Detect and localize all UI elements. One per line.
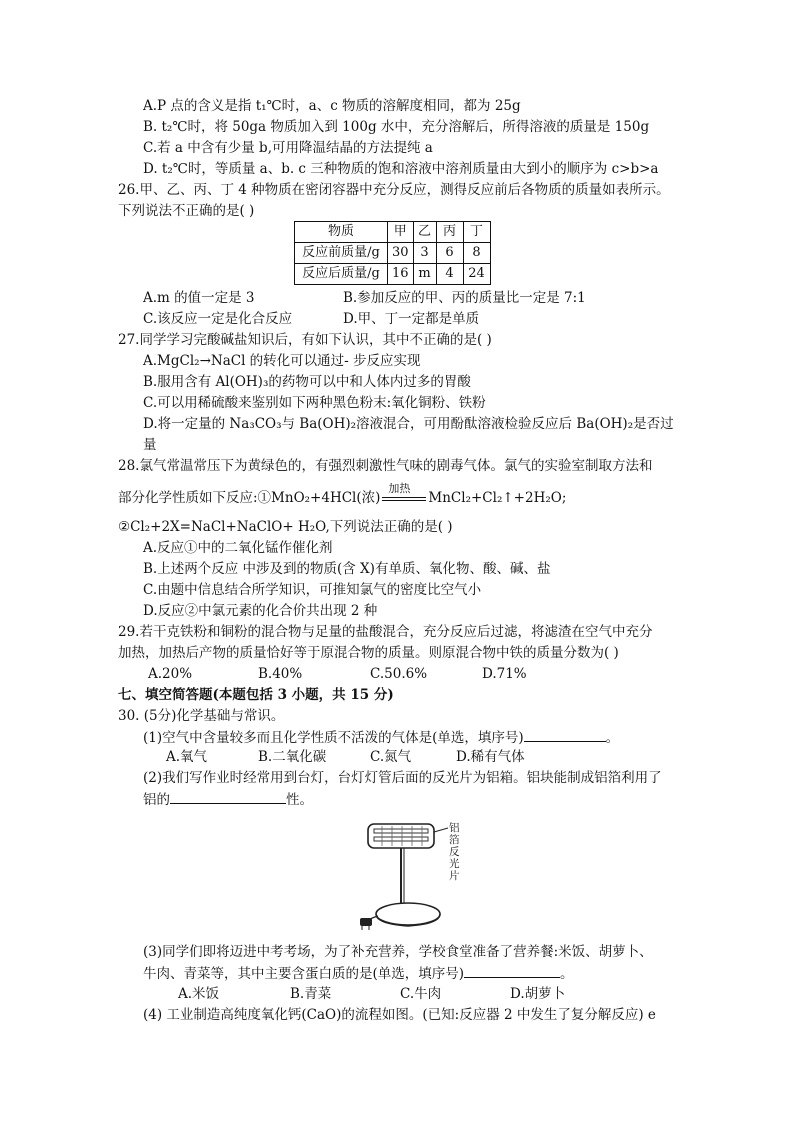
table-cell: 16 bbox=[388, 264, 414, 285]
q28-stem-line1: 28.氯气常温常压下为黄绿色的，有强烈刺激性气味的剧毒气体。氯气的实验室制取方法和 bbox=[118, 458, 653, 474]
q30-part2-end: 性。 bbox=[286, 792, 313, 808]
q30-part4: (4) 工业制造高纯度氧化钙(CaO)的流程如图。(已知:反应器 2 中发生了复分解反应) e bbox=[143, 1007, 656, 1023]
q30-p1-option-d: D.稀有气体 bbox=[456, 749, 525, 765]
q30-part3-end: 。 bbox=[560, 966, 574, 982]
q30-p1-option-a: A.氧气 bbox=[166, 749, 208, 765]
table-cell: 24 bbox=[463, 264, 490, 285]
q28-equation-left: 部分化学性质如下反应:①MnO₂+4HCl(浓) bbox=[118, 490, 381, 506]
q30-p1-option-b: B.二氧化碳 bbox=[258, 749, 327, 765]
q30-part3-line1: (3)同学们即将迈进中考考场，为了补充营养，学校食堂准备了营养餐:米饭、胡萝卜、 bbox=[143, 944, 653, 960]
q29-option-c: C.50.6% bbox=[370, 666, 428, 682]
q30-part2-answer-blank[interactable] bbox=[170, 789, 286, 804]
q30-part2-text: 铝的 bbox=[143, 792, 170, 808]
q27-option-c: C.可以用稀硫酸来鉴别如下两种黑色粉末:氧化铜粉、铁粉 bbox=[143, 395, 486, 411]
table-row bbox=[295, 264, 491, 285]
q27-option-d-line2: 量 bbox=[143, 437, 157, 453]
q30-p3-option-d: D.胡萝卜 bbox=[510, 986, 566, 1002]
q25-option-b: B. t₂℃时，将 50ga 物质加入到 100g 水中，充分溶解后，所得溶液的质量是 150g bbox=[143, 119, 650, 135]
q26-option-b: B.参加反应的甲、丙的质量比一定是 7:1 bbox=[343, 290, 586, 306]
q25-option-d: D. t₂℃时，等质量 a、b. c 三种物质的饱和溶液中溶剂质量由大到小的顺序为 c>b>a bbox=[143, 161, 659, 177]
table-header-row bbox=[295, 222, 491, 243]
q25-option-c: C.若 a 中含有少量 b,可用降温结晶的方法提纯 a bbox=[143, 140, 433, 156]
q28-stem-line2 bbox=[118, 481, 567, 509]
q30-part2-line1: (2)我们写作业时经常用到台灯，台灯灯管后面的反光片为铝箱。铝块能制成铝箔利用了 bbox=[143, 770, 662, 786]
table-cell: 反应前质量/g bbox=[295, 243, 388, 264]
q28-option-d: D.反应②中氯元素的化合价共出现 2 种 bbox=[143, 603, 378, 619]
q30-part3-text: 牛肉、青菜等，其中主要含蛋白质的是(单选，填序号) bbox=[143, 966, 465, 982]
q25-option-a: A.P 点的含义是指 t₁℃时，a、c 物质的溶解度相同，都为 25g bbox=[143, 98, 521, 114]
table-row bbox=[295, 243, 491, 264]
section-title: 七、填空简答题(本题包括 3 小题，共 15 分) bbox=[118, 687, 394, 703]
table-cell: 6 bbox=[436, 243, 463, 264]
q28-option-a: A.反应①中的二氧化锰作催化剂 bbox=[143, 540, 333, 556]
q30-p3-option-a: A.米饭 bbox=[178, 986, 220, 1002]
desk-lamp-figure bbox=[352, 820, 472, 932]
heating-condition-arrow bbox=[382, 481, 426, 509]
table-cell: 乙 bbox=[413, 222, 436, 243]
q30-part1 bbox=[143, 727, 619, 748]
table-cell: 8 bbox=[463, 243, 490, 264]
q30-part1-end: 。 bbox=[605, 730, 620, 746]
q26-stem-line2: 下列说法不正确的是( ) bbox=[118, 203, 255, 219]
q26-option-d: D.甲、丁一定都是单质 bbox=[343, 311, 480, 327]
q30-p3-option-b: B.青菜 bbox=[290, 986, 332, 1002]
q29-option-d: D.71% bbox=[482, 666, 527, 682]
table-cell: 30 bbox=[388, 243, 414, 264]
table-cell: 4 bbox=[436, 264, 463, 285]
q30-p3-option-c: C.牛肉 bbox=[400, 986, 442, 1002]
q28-option-b: B.上述两个反应 中涉及到的物质(含 X)有单质、氧化物、酸、碱、盐 bbox=[143, 561, 551, 577]
q29-stem-line2: 加热，加热后产物的质量恰好等于原混合物的质量。则原混合物中铁的质量分数为( ) bbox=[118, 645, 619, 661]
q28-option-c: C.由题中信息结合所学知识，可推知氯气的密度比空气小 bbox=[143, 582, 482, 598]
q30-part1-answer-blank[interactable] bbox=[524, 727, 606, 742]
q27-option-a: A.MgCl₂→NaCl 的转化可以通过- 步反应实现 bbox=[143, 353, 421, 369]
table-cell: 物质 bbox=[295, 222, 388, 243]
table-cell: m bbox=[413, 264, 436, 285]
q29-stem-line1: 29.若干克铁粉和铜粉的混合物与足量的盐酸混合，充分反应后过滤，将滤渣在空气中充分 bbox=[118, 624, 653, 640]
q30-stem: 30. (5分)化学基础与常识。 bbox=[118, 708, 285, 724]
q26-stem-line1: 26.甲、乙、丙、丁 4 种物质在密闭容器中充分反应，测得反应前后各物质的质量如表所示。 bbox=[118, 182, 670, 198]
table-cell: 3 bbox=[413, 243, 436, 264]
q29-option-b: B.40% bbox=[258, 666, 303, 682]
table-cell: 反应后质量/g bbox=[295, 264, 388, 285]
q28-stem-line3: ②Cl₂+2X=NaCl+NaClO+ H₂O,下列说法正确的是( ) bbox=[118, 519, 453, 535]
q27-stem: 27.同学学习完酸碱盐知识后，有如下认识，其中不正确的是( ) bbox=[118, 332, 492, 348]
q29-option-a: A.20% bbox=[148, 666, 193, 682]
q30-part3-line2 bbox=[143, 963, 574, 984]
q27-option-d-line1: D.将一定量的 Na₃CO₃与 Ba(OH)₂溶液混合，可用酚酞溶液检验反应后 Ba(OH)₂是否过 bbox=[143, 416, 674, 432]
q28-equation-right: MnCl₂+Cl₂↑+2H₂O; bbox=[428, 490, 567, 506]
q30-part3-answer-blank[interactable] bbox=[464, 963, 560, 978]
table-cell: 丙 bbox=[436, 222, 463, 243]
table-cell: 丁 bbox=[463, 222, 490, 243]
table-cell: 甲 bbox=[388, 222, 414, 243]
q30-part2-line2 bbox=[143, 789, 313, 810]
q26-option-c: C.该反应一定是化合反应 bbox=[143, 311, 293, 327]
q30-p1-option-c: C.氮气 bbox=[370, 749, 412, 765]
q26-mass-table bbox=[294, 221, 491, 285]
q26-option-a: A.m 的值一定是 3 bbox=[143, 290, 255, 306]
figure-label: 铝箔反光片 bbox=[449, 822, 460, 882]
condition-label: 加热 bbox=[388, 481, 411, 495]
q27-option-b: B.服用含有 Al(OH)₃的药物可以中和人体内过多的胃酸 bbox=[143, 374, 471, 390]
q30-part1-text: (1)空气中含量较多而且化学性质不活泼的气体是(单选，填序号) bbox=[143, 730, 524, 746]
